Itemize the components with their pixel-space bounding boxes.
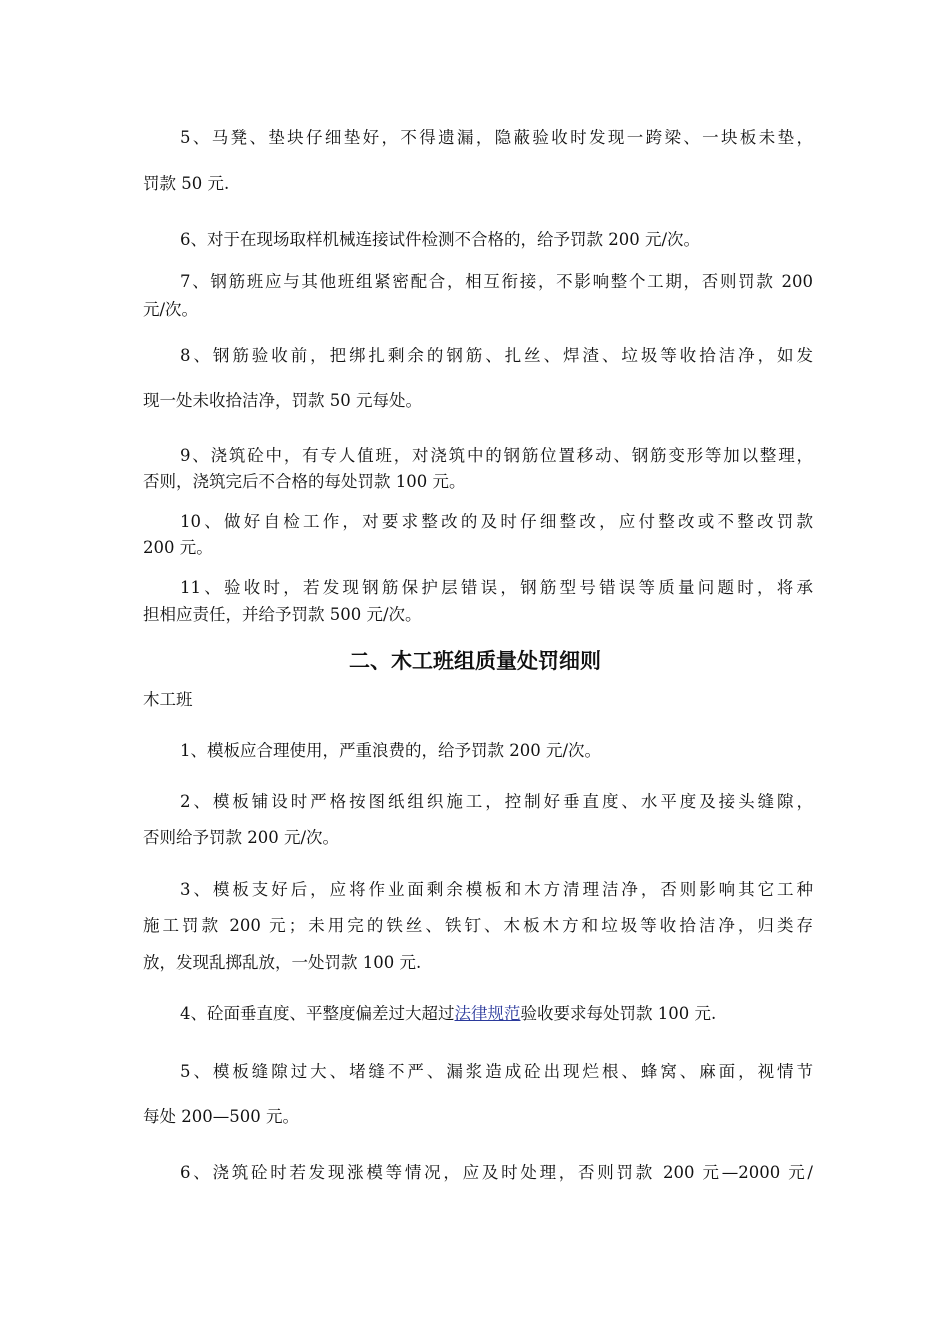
carpentry-item-2-line-1: 2、模板铺设时严格按图纸组织施工，控制好垂直度、水平度及接头缝隙，	[180, 792, 813, 811]
steel-item-5-line-1: 5、马凳、垫块仔细垫好，不得遗漏，隐蔽验收时发现一跨梁、一块板未垫，	[180, 128, 813, 147]
carpentry-item-4-line-1	[180, 1004, 813, 1024]
steel-item-9-line-2: 否则，浇筑完后不合格的每处罚款 100 元。	[143, 472, 466, 491]
section-title: 二、木工班组质量处罚细则	[349, 649, 601, 673]
steel-item-11-line-2: 担相应责任，并给予罚款 500 元/次。	[143, 605, 422, 624]
legal-norms-link[interactable]: 法律规范	[454, 1004, 521, 1023]
carpentry-item-3-line-3: 放，发现乱掷乱放，一处罚款 100 元.	[143, 953, 422, 972]
carpentry-item-4-text-before: 4、砼面垂直度、平整度偏差过大超过	[180, 1004, 455, 1023]
steel-item-7-line-1: 7、钢筋班应与其他班组紧密配合，相互衔接，不影响整个工期，否则罚款 200	[180, 272, 813, 291]
steel-item-11-line-1: 11、验收时，若发现钢筋保护层错误，钢筋型号错误等质量问题时，将承	[180, 578, 813, 597]
carpentry-item-1-line-1: 1、模板应合理使用，严重浪费的，给予罚款 200 元/次。	[180, 741, 602, 760]
carpentry-item-3-line-2: 施工罚款 200 元；未用完的铁丝、铁钉、木板木方和垃圾等收拾洁净，归类存	[143, 916, 813, 935]
steel-item-10-line-1: 10、做好自检工作，对要求整改的及时仔细整改，应付整改或不整改罚款	[180, 512, 813, 531]
team-label: 木工班	[143, 690, 193, 709]
carpentry-item-6-line-1: 6、浇筑砼时若发现涨模等情况，应及时处理，否则罚款 200 元—2000 元/	[180, 1163, 813, 1182]
steel-item-9-line-1: 9、浇筑砼中，有专人值班，对浇筑中的钢筋位置移动、钢筋变形等加以整理，	[180, 446, 813, 465]
carpentry-item-5-line-1: 5、模板缝隙过大、堵缝不严、漏浆造成砼出现烂根、蜂窝、麻面，视情节	[180, 1062, 813, 1081]
carpentry-item-5-line-2: 每处 200—500 元。	[143, 1107, 299, 1126]
steel-item-8-line-2: 现一处未收拾洁净，罚款 50 元每处。	[143, 391, 422, 410]
steel-item-6-line-1: 6、对于在现场取样机械连接试件检测不合格的，给予罚款 200 元/次。	[180, 230, 701, 249]
carpentry-item-3-line-1: 3、模板支好后，应将作业面剩余模板和木方清理洁净，否则影响其它工种	[180, 880, 813, 899]
carpentry-item-4-text-after: 验收要求每处罚款 100 元.	[520, 1004, 717, 1023]
steel-item-8-line-1: 8、钢筋验收前，把绑扎剩余的钢筋、扎丝、焊渣、垃圾等收拾洁净，如发	[180, 346, 813, 365]
steel-item-10-line-2: 200 元。	[143, 538, 213, 557]
carpentry-item-2-line-2: 否则给予罚款 200 元/次。	[143, 828, 340, 847]
steel-item-7-line-2: 元/次。	[143, 300, 199, 319]
steel-item-5-line-2: 罚款 50 元.	[143, 174, 230, 193]
